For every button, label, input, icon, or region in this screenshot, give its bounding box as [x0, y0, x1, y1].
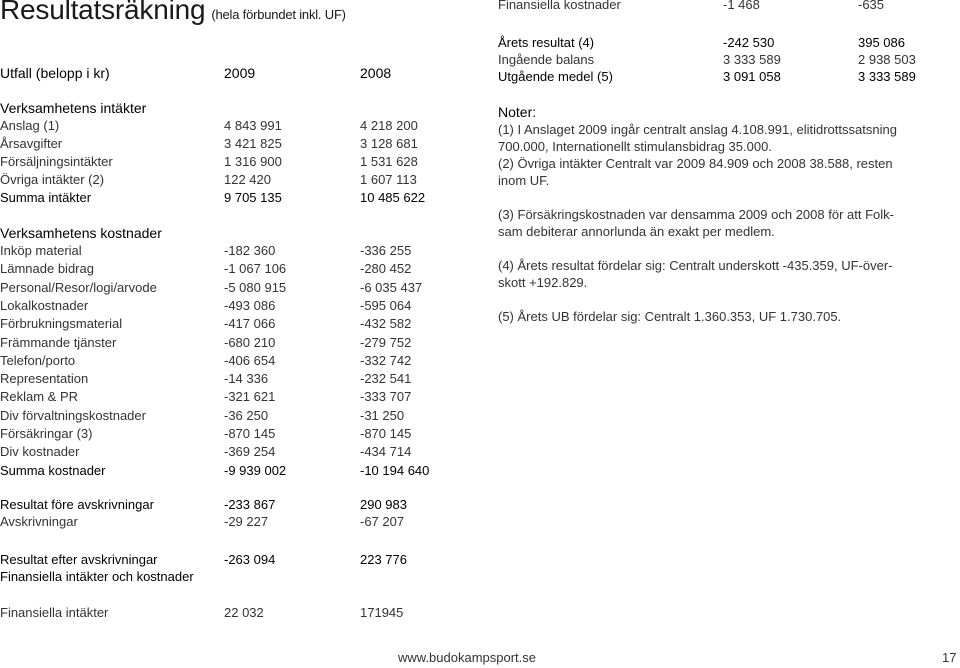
table-row	[0, 388, 470, 406]
row-value-2008: -434 714	[360, 444, 412, 460]
row-value-2009: -369 254	[224, 444, 276, 460]
row-value-2009: -182 360	[224, 243, 276, 258]
note-3-line-1: (3) Försäkringskostnaden var densamma 2009 och 2008 för att Folk-	[498, 207, 894, 222]
note-4-line-1: (4) Årets resultat fördelar sig: Centralt underskott -435.359, UF-över-	[498, 258, 893, 273]
closing-balance-row	[498, 68, 938, 85]
table-row	[0, 260, 470, 278]
page-subtitle: (hela förbundet inkl. UF)	[211, 7, 346, 22]
table-row	[0, 334, 470, 352]
costs-heading-text: Verksamhetens kostnader	[0, 225, 162, 241]
row-label: Resultat efter avskrivningar	[0, 552, 158, 567]
row-value-2009: -870 145	[224, 426, 276, 441]
row-value-2009: -9 939 002	[224, 462, 287, 478]
row-label: Finansiella intäkter	[0, 605, 109, 620]
row-value-2008: 290 983	[360, 497, 407, 512]
title-text: Resultatsräkning	[0, 0, 206, 25]
row-label: Avskrivningar	[0, 514, 78, 529]
row-value-2008: 3 333 589	[858, 69, 916, 84]
row-label: Lämnade bidrag	[0, 261, 94, 277]
footer-url: www.budokampsport.se	[398, 650, 537, 665]
row-label: Telefon/porto	[0, 352, 76, 368]
table-row	[0, 297, 470, 315]
table-row	[0, 242, 470, 260]
row-label: Inköp material	[0, 243, 82, 258]
row-value-2009: 3 421 825	[224, 136, 282, 151]
page-number: 17	[942, 650, 957, 665]
row-value-2008: 223 776	[360, 552, 407, 567]
table-row	[0, 279, 470, 297]
row-value-2008: 4 218 200	[360, 118, 418, 133]
row-value-2008: -332 742	[360, 352, 412, 368]
row-label: Årsavgifter	[0, 136, 63, 151]
note-1-line-1: (1) I Anslaget 2009 ingår centralt anslag 4.108.991, elitidrottssatsning	[498, 122, 897, 137]
row-label: Div förvaltningskostnader	[0, 407, 146, 423]
note-2-line-1: (2) Övriga intäkter Centralt var 2009 84.909 och 2008 38.588, resten	[498, 156, 893, 171]
row-value-2009: -417 066	[224, 316, 276, 332]
row-value-2008: -870 145	[360, 426, 412, 441]
row-value-2008: 1 531 628	[360, 154, 418, 169]
opening-balance-row	[498, 51, 938, 68]
row-value-2008: 3 128 681	[360, 136, 418, 151]
row-value-2009: -14 336	[224, 371, 269, 387]
row-value-2008: -67 207	[360, 514, 405, 529]
result-after-depreciation	[0, 551, 470, 569]
notes-block	[498, 104, 938, 325]
financial-heading	[0, 568, 470, 586]
row-label: Finansiella kostnader	[498, 0, 621, 12]
financial-heading-text: Finansiella intäkter och kostnader	[0, 569, 194, 584]
table-row	[0, 407, 470, 425]
row-value-2009: -233 867	[224, 497, 276, 512]
column-header	[0, 64, 470, 82]
year-result-row	[498, 34, 938, 51]
row-label: Representation	[0, 371, 89, 387]
row-value-2009: -406 654	[224, 352, 276, 368]
row-label: Reklam & PR	[0, 389, 79, 405]
note-3-line-2: sam debiterar annorlunda än exakt per medlem.	[498, 224, 775, 239]
header-label: Utfall (belopp i kr)	[0, 65, 110, 81]
table-row	[0, 315, 470, 333]
row-value-2008: 395 086	[858, 35, 905, 50]
header-year-2008: 2008	[360, 65, 392, 81]
depreciation-row	[0, 513, 470, 531]
note-2-line-2: inom UF.	[498, 173, 550, 188]
row-value-2009: -493 086	[224, 297, 276, 313]
row-value-2009: 22 032	[224, 605, 264, 620]
row-value-2008: -595 064	[360, 297, 412, 313]
row-label: Försäkringar (3)	[0, 426, 93, 441]
row-label: Främmande tjänster	[0, 334, 117, 350]
table-row	[0, 171, 470, 189]
page-title	[0, 0, 346, 26]
row-value-2008: 1 607 113	[360, 172, 417, 187]
row-label: Anslag (1)	[0, 118, 60, 133]
row-value-2009: -36 250	[224, 407, 269, 423]
row-label: Ingående balans	[498, 52, 595, 67]
row-label: Summa kostnader	[0, 462, 106, 478]
financial-income-row	[0, 604, 470, 622]
result-before-depreciation	[0, 496, 470, 514]
row-value-2008: -6 035 437	[360, 279, 423, 295]
row-value-2009: -321 621	[224, 389, 276, 405]
row-value-2008: -635	[858, 0, 885, 12]
row-value-2008: 2 938 503	[858, 52, 916, 67]
costs-total-row	[0, 462, 470, 480]
row-value-2009: -1 468	[723, 0, 760, 12]
row-value-2008: -31 250	[360, 407, 405, 423]
row-value-2008: 171945	[360, 605, 404, 620]
row-label: Övriga intäkter (2)	[0, 172, 105, 187]
table-row	[0, 117, 470, 135]
row-label: Resultat före avskrivningar	[0, 497, 154, 512]
row-label: Förbrukningsmaterial	[0, 316, 123, 332]
row-value-2008: -10 194 640	[360, 462, 430, 478]
row-value-2009: -242 530	[723, 35, 775, 50]
costs-heading	[0, 224, 470, 242]
row-label: Utgående medel (5)	[498, 69, 613, 84]
row-label: Div kostnader	[0, 444, 80, 460]
header-year-2009: 2009	[224, 65, 256, 81]
row-label: Försäljningsintäkter	[0, 154, 113, 169]
row-value-2009: -1 067 106	[224, 261, 287, 277]
row-value-2008: -333 707	[360, 389, 412, 405]
note-4-line-2: skott +192.829.	[498, 275, 588, 290]
row-value-2009: -29 227	[224, 514, 269, 529]
note-5: (5) Årets UB fördelar sig: Centralt 1.360.353, UF 1.730.705.	[498, 309, 842, 324]
row-label: Personal/Resor/logi/arvode	[0, 279, 157, 295]
table-row	[0, 352, 470, 370]
row-value-2008: -336 255	[360, 243, 412, 258]
table-row	[0, 153, 470, 171]
financial-costs-row	[498, 0, 938, 13]
table-row	[0, 135, 470, 153]
income-heading	[0, 99, 470, 117]
table-row	[0, 370, 470, 388]
note-1-line-2: 700.000, Internationellt stimulansbidrag 35.000.	[498, 139, 772, 154]
table-row	[0, 425, 470, 443]
row-value-2009: 122 420	[224, 172, 271, 187]
row-value-2009: 3 091 058	[723, 69, 781, 84]
income-total-row	[0, 189, 470, 207]
row-value-2008: -279 752	[360, 334, 412, 350]
row-value-2008: -280 452	[360, 261, 412, 277]
row-value-2009: -680 210	[224, 334, 276, 350]
row-value-2009: 3 333 589	[723, 52, 781, 67]
row-value-2008: -432 582	[360, 316, 412, 332]
row-label: Årets resultat (4)	[498, 35, 595, 50]
row-value-2009: 9 705 135	[224, 190, 282, 205]
row-value-2009: 1 316 900	[224, 154, 282, 169]
table-row	[0, 443, 470, 461]
income-heading-text: Verksamhetens intäkter	[0, 100, 147, 116]
row-value-2008: 10 485 622	[360, 190, 426, 205]
row-label: Summa intäkter	[0, 190, 92, 205]
row-value-2009: 4 843 991	[224, 118, 282, 133]
row-value-2009: -263 094	[224, 552, 276, 567]
row-label: Lokalkostnader	[0, 297, 89, 313]
row-value-2008: -232 541	[360, 371, 412, 387]
row-value-2009: -5 080 915	[224, 279, 287, 295]
notes-heading: Noter:	[498, 104, 537, 120]
